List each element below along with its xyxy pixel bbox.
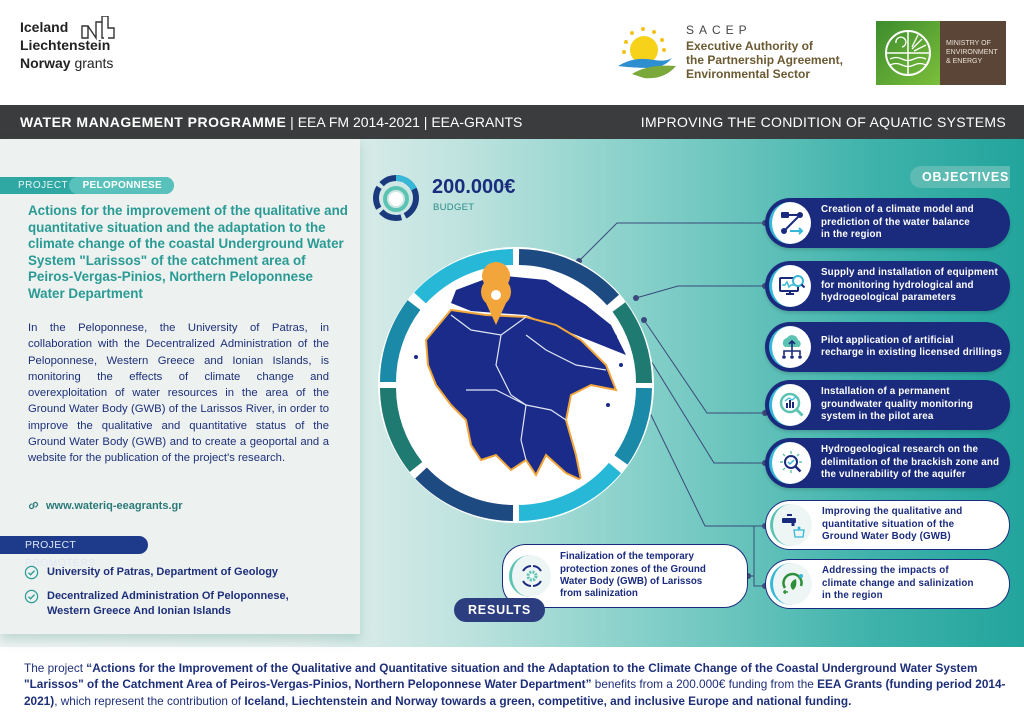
result-line: protection zones of the Ground <box>560 563 706 575</box>
project-pill <box>0 177 174 194</box>
chart-magnifier-icon <box>778 391 806 419</box>
objective-line: system in the pilot area <box>821 411 934 423</box>
objective-line: in the region <box>821 229 882 241</box>
eea-logo-line3-light: grants <box>74 55 114 71</box>
ministry-line2: ENVIRONMENT <box>946 49 998 56</box>
objective-line: Pilot application of artificial <box>821 334 954 346</box>
water-tap-icon <box>779 511 807 539</box>
check-circle-icon <box>24 589 39 604</box>
cloud-network-icon <box>778 333 806 361</box>
project-description: In the Peloponnese, the University of Patras, in collaboration with the Decentralized Administration of the Peloponnese, Western Greece and Ionian Islands, is monitoring the effects of climate change and overexploitation of water resources in the area of the Ground Water Body (GWB) of the Larissos River, in order to improve the qualitative and quantitative status of the Ground Water Body (GWB) and to create a geoportal and a website for the publication of the project's research. <box>28 322 329 465</box>
sacep-line3: Environmental Sector <box>686 67 811 81</box>
objectives-pill: OBJECTIVES <box>910 166 1010 188</box>
project-region: PELOPONNESE <box>69 177 174 194</box>
objective-item <box>765 322 1010 372</box>
promoter-item <box>24 565 278 580</box>
research-magnifier-icon <box>778 449 806 477</box>
sacep-line1: Executive Authority of <box>686 39 813 53</box>
website-link[interactable] <box>27 499 183 512</box>
promoter-item <box>24 589 289 619</box>
peloponnese-map <box>376 245 656 525</box>
eea-logo-line1: Iceland <box>20 19 69 35</box>
objective-line: recharge in existing licensed drillings <box>821 347 1003 358</box>
objective-line: Improving the qualitative and <box>822 506 963 518</box>
gear-cycle-icon <box>518 562 546 590</box>
eco-leaf-icon <box>779 570 807 598</box>
eea-logo-line2: Liechtenstein <box>20 37 111 53</box>
website-url[interactable]: www.wateriq-eeagrants.gr <box>46 499 183 512</box>
objective-item <box>765 500 1010 550</box>
objective-line: Hydrogeological research on the <box>821 444 979 456</box>
project-title: Actions for the improvement of the qualitative and quantitative situation and the adaptation to the climate change of the coastal Underground Water System "Larissos" of the catchment area of Peiros-Vergas-Pinios, Northern Peloponnese Water Department <box>28 203 348 301</box>
objective-line: Ground Water Body (GWB) <box>822 531 951 543</box>
footer-eea-grants: EEA Grants (funding period 2014-2021) <box>24 677 1006 708</box>
objective-line: for monitoring hydrological and <box>821 279 974 291</box>
objective-line: quantitative situation of the <box>822 518 955 530</box>
objective-line: groundwater quality monitoring <box>821 398 973 410</box>
objective-line: Creation of a climate model and <box>821 204 974 216</box>
objective-item <box>765 438 1010 488</box>
promoter-name: University of Patras, Department of Geology <box>47 566 279 578</box>
budget-label: BUDGET <box>433 202 475 213</box>
promoters-pill: PROJECT PROMOTERS <box>0 536 148 554</box>
ministry-emblem-icon <box>882 27 934 79</box>
objective-line: in the region <box>822 590 883 602</box>
footer-part: The project <box>24 661 87 675</box>
ministry-line1: MINISTRY OF <box>946 40 991 47</box>
objective-item <box>765 559 1010 609</box>
workflow-icon <box>778 209 806 237</box>
objective-line: hydrogeological parameters <box>821 292 957 304</box>
sacep-acronym: SACEP <box>686 23 752 37</box>
footer-project-title: “Actions for the Improvement of the Qualitative and Quantitative situation and the Adaptation to the Climate Change of the Coastal Underground Water System "Larissos" of the Catchment Area of Peiros-Vergas-Pinios, Northern Peloponnese Water Department” <box>24 661 978 692</box>
objective-item <box>765 261 1010 311</box>
budget-icon <box>372 174 420 222</box>
link-icon <box>27 499 40 512</box>
sun-hands-icon <box>614 24 684 84</box>
monitor-search-icon <box>778 272 806 300</box>
sacep-logo <box>612 20 862 90</box>
project-label: PROJECT <box>18 180 69 191</box>
objective-line: the vulnerability of the aquifer <box>821 469 966 481</box>
promoter-name-line1: Decentralized Administration Of Peloponnese, <box>47 590 289 602</box>
results-pill: RESULTS <box>454 598 545 622</box>
programme-title: WATER MANAGEMENT PROGRAMME <box>20 114 287 130</box>
programme-subtitle: | EEA FM 2014-2021 | EEA-GRANTS <box>286 114 523 130</box>
objective-item <box>765 380 1010 430</box>
objective-line: Addressing the impacts of <box>822 565 949 577</box>
footer-countries: Iceland, Liechtenstein and Norway towards a green, competitive, and inclusive Europe and national funding. <box>244 693 852 708</box>
objective-line: prediction of the water balance <box>821 216 970 228</box>
check-circle-icon <box>24 565 39 580</box>
objective-line: delimitation of the brackish zone and <box>821 456 1000 468</box>
result-line: Finalization of the temporary <box>560 551 694 563</box>
objective-line: Installation of a permanent <box>821 386 950 398</box>
budget-value: 200.000€ <box>432 176 516 198</box>
eea-logo-line3-bold: Norway <box>20 55 71 71</box>
programme-bar <box>0 105 1024 139</box>
result-line: from salinization <box>560 588 638 600</box>
footer-text <box>24 660 1009 709</box>
objective-line: Supply and installation of equipment <box>821 267 998 279</box>
result-item <box>502 544 748 608</box>
eea-grants-logo <box>20 18 140 88</box>
eea-bars-icon <box>80 16 120 44</box>
ministry-line3: & ENERGY <box>946 58 983 65</box>
footer-part: , which represent the contribution of <box>54 693 245 708</box>
footer-part: benefits from a 200.000€ funding from the <box>591 677 818 692</box>
sacep-line2: the Partnership Agreement, <box>686 53 843 67</box>
programme-theme: IMPROVING THE CONDITION OF AQUATIC SYSTEMS <box>640 114 1006 130</box>
objective-line: climate change and salinization <box>822 577 974 589</box>
result-line: Water Body (GWB) of Larissos <box>560 576 703 587</box>
promoter-name-line2: Western Greece And Ionian Islands <box>47 605 231 617</box>
objective-item <box>765 198 1010 248</box>
ministry-logo <box>876 21 1006 85</box>
